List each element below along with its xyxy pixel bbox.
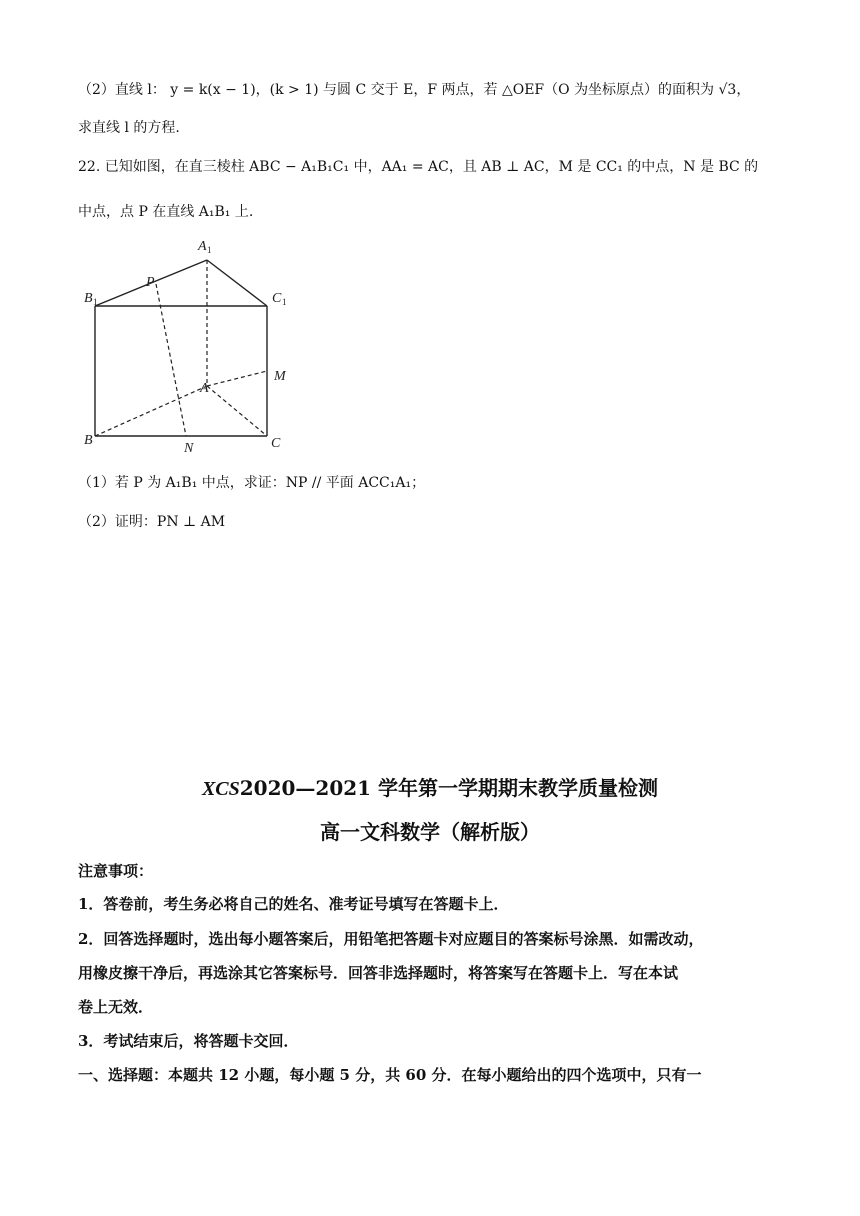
exam-subtitle: 高一文科数学（解析版） (320, 820, 540, 844)
notice-heading: 注意事项： (78, 862, 154, 880)
notice-item-2c: 卷上无效． (78, 998, 154, 1016)
label-c: C (271, 436, 281, 451)
label-c1: C (272, 291, 282, 306)
label-b: B (84, 433, 93, 448)
label-m: M (274, 369, 286, 384)
q22-line1: 22. 已知如图，在直三棱柱 ABC − A₁B₁C₁ 中，AA₁ = AC，且 AB ⊥ AC，M 是 CC₁ 的中点，N 是 BC 的 (78, 159, 759, 175)
label-a1: A (198, 239, 207, 254)
q21-part2-line1: （2）直线 l： y = k(x − 1)，(k > 1) 与圆 C 交于 E，F 两点，若 △OEF（O 为坐标原点）的面积为 √3， (78, 82, 751, 98)
label-a1-sub: 1 (207, 245, 212, 255)
q22-line2: 中点，点 P 在直线 A₁B₁ 上. (78, 204, 254, 220)
edge-a-m (207, 371, 267, 386)
exam-title-prefix: XCS (201, 778, 240, 800)
label-b1-sub: 1 (93, 297, 98, 307)
edge-a-c (207, 386, 267, 436)
exam-title-rest: 2020—2021 学年第一学期期末教学质量检测 (239, 776, 659, 800)
notice-item-2b: 用橡皮擦干净后，再选涂其它答案标号．回答非选择题时，将答案写在答题卡上．写在本试 (78, 964, 679, 982)
prism-figure (80, 236, 310, 461)
label-b1: B (84, 291, 93, 306)
notice-item-1: 1．答卷前，考生务必将自己的姓名、准考证号填写在答题卡上． (78, 895, 509, 913)
q22-part2: （2）证明：PN ⊥ AM (78, 514, 226, 530)
edge-b-a (95, 386, 207, 436)
label-c1-sub: 1 (282, 297, 287, 307)
label-n: N (184, 441, 194, 456)
label-a: A (200, 381, 209, 396)
label-p: P (146, 275, 155, 290)
q21-part2-line2: 求直线 l 的方程. (78, 120, 180, 136)
q22-part1: （1）若 P 为 A₁B₁ 中点，求证：NP // 平面 ACC₁A₁； (78, 475, 426, 491)
notice-item-3: 3．考试结束后，将答题卡交回． (78, 1032, 299, 1050)
section-1-heading: 一、选择题：本题共 12 小题，每小题 5 分，共 60 分．在每小题给出的四个选项中，只有一 (78, 1066, 702, 1084)
edge-p-n (156, 284, 186, 436)
exam-title (0, 774, 860, 803)
notice-item-2a: 2．回答选择题时，选出每小题答案后，用铅笔把答题卡对应题目的答案标号涂黑．如需改动， (78, 930, 704, 948)
edge-a1-c1 (207, 260, 267, 306)
